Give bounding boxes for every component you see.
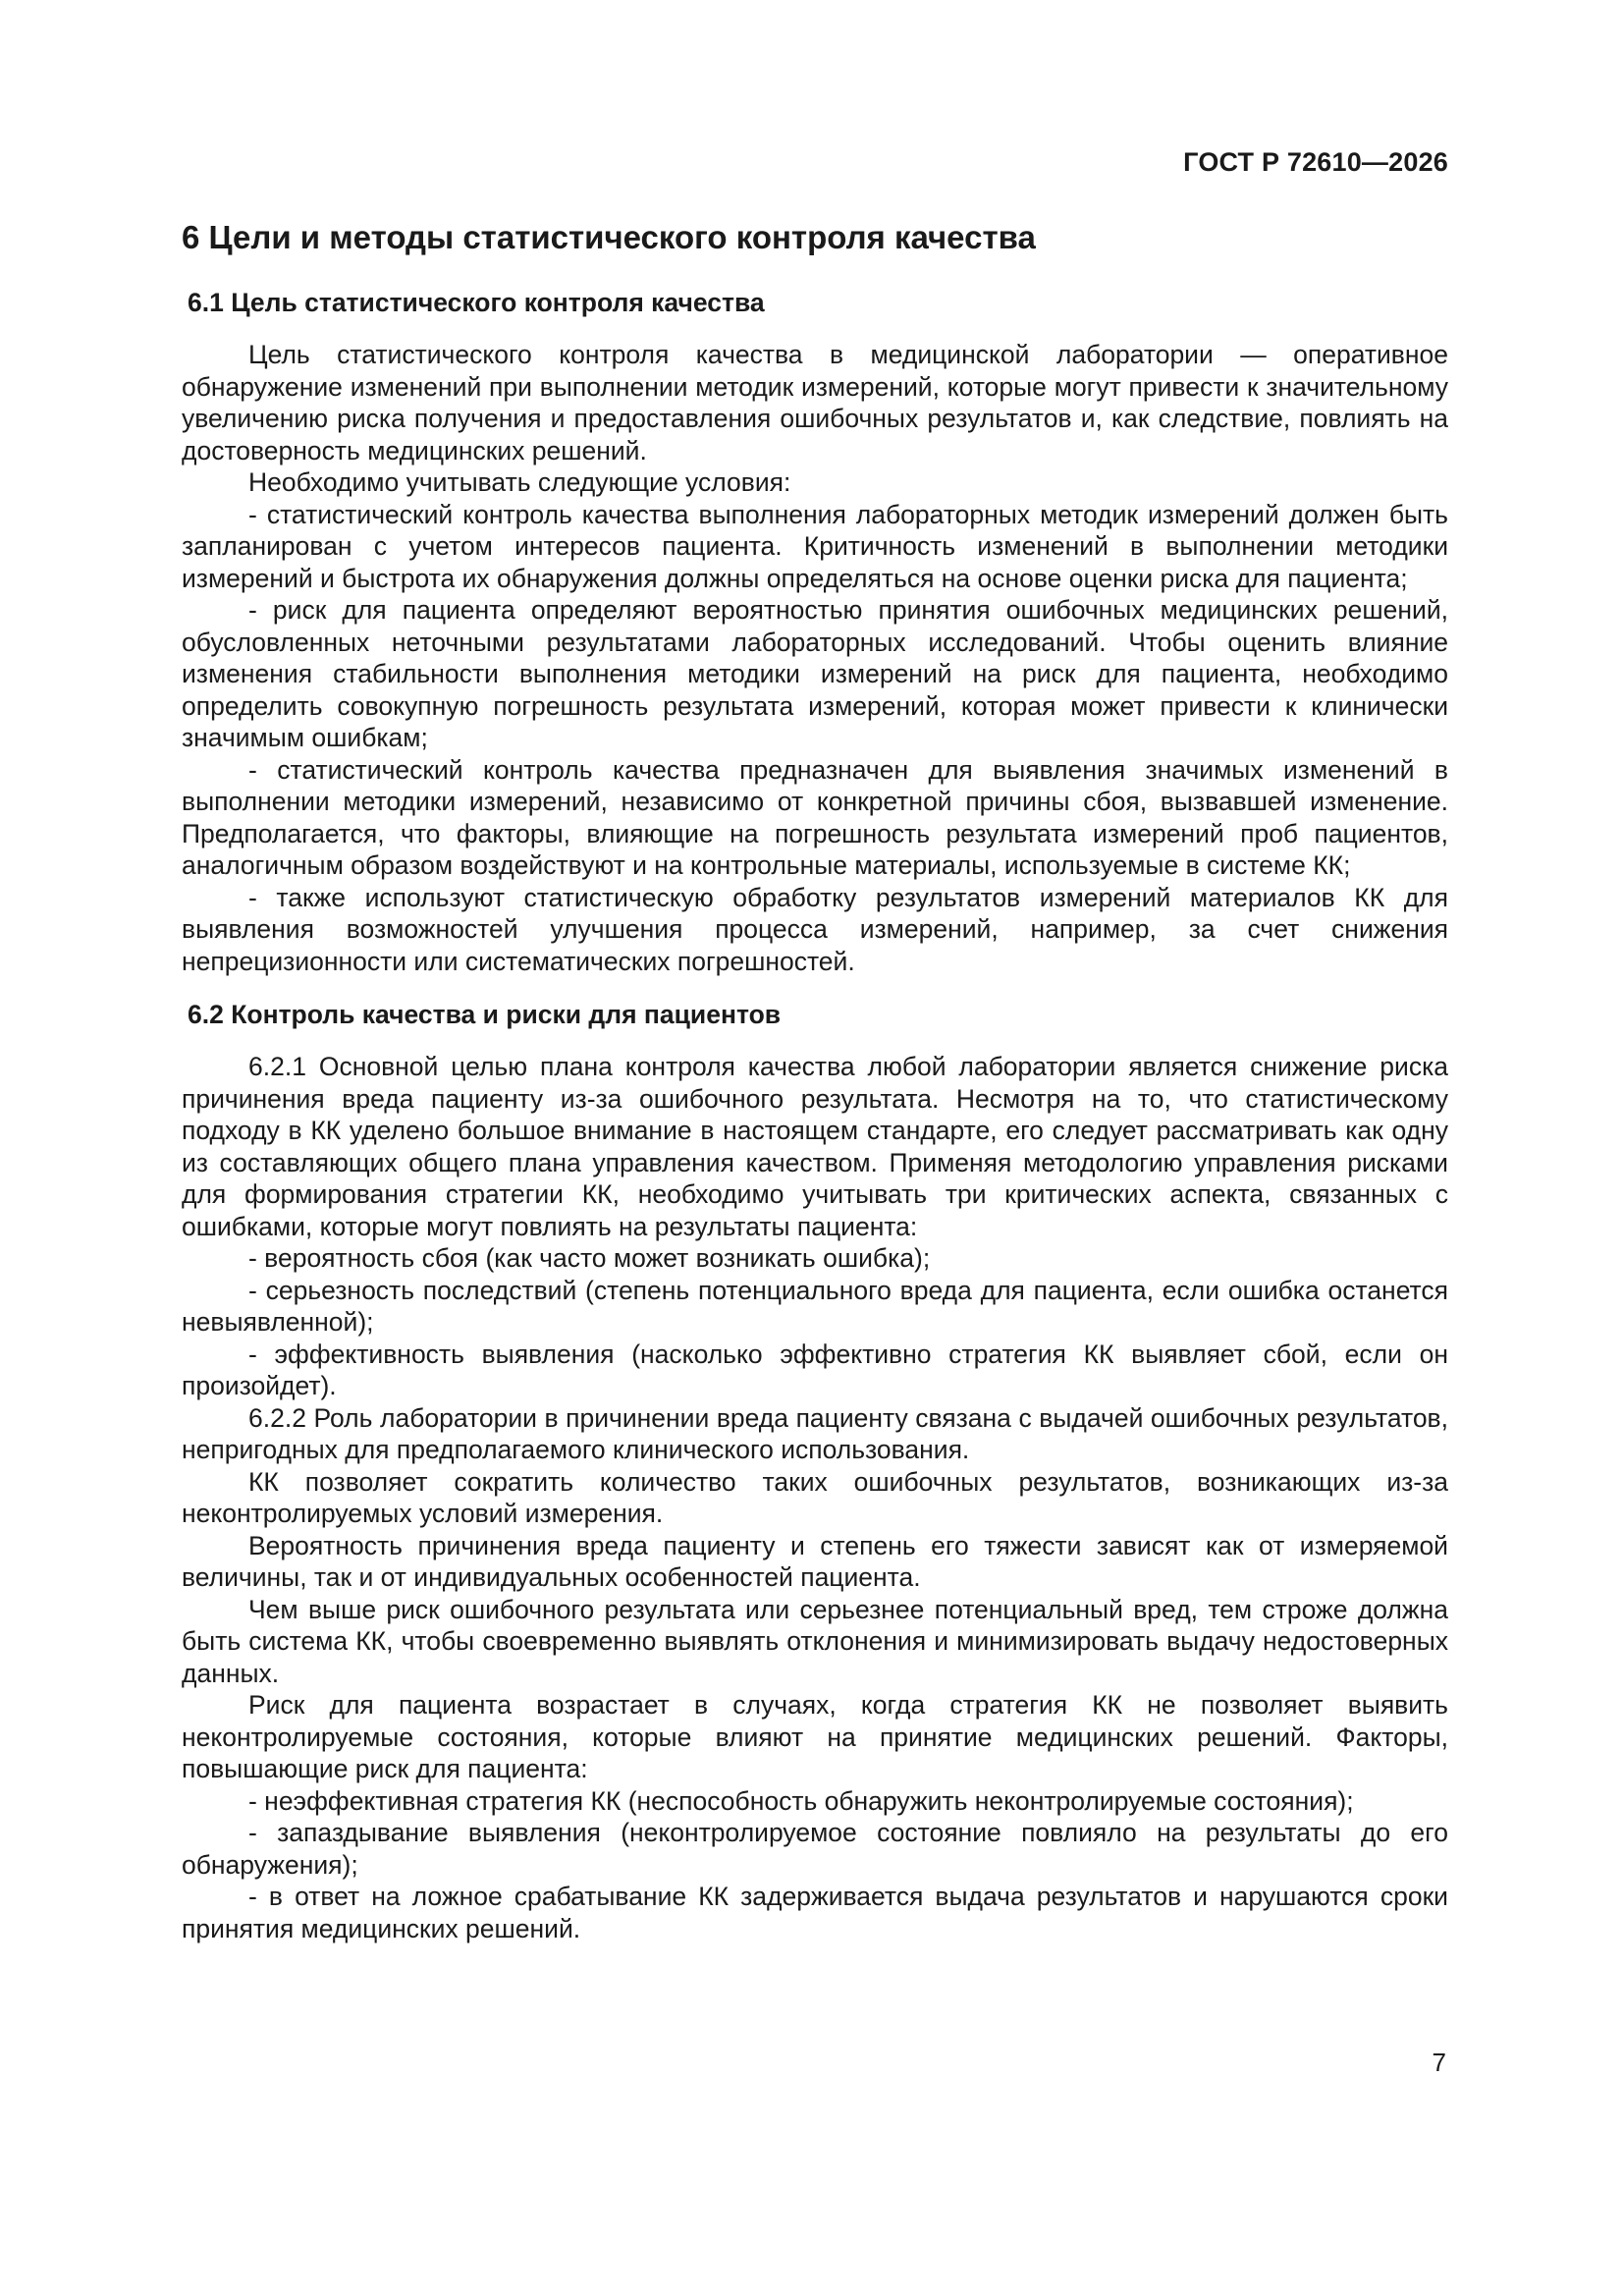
paragraph: Необходимо учитывать следующие условия: bbox=[248, 467, 791, 497]
list-item: - серьезность последствий (степень потенциального вреда для пациента, если ошибка останется невыявленной); bbox=[182, 1275, 1448, 1337]
list-item: - эффективность выявления (насколько эффективно стратегия КК выявляет сбой, если он произойдет). bbox=[182, 1339, 1448, 1400]
list-item: - запаздывание выявления (неконтролируемое состояние повлияло на результаты до его обнаружения); bbox=[182, 1818, 1448, 1880]
list-item: - статистический контроль качества выполнения лабораторных методик измерений должен быть запланирован с учетом интересов пациента. Критичность изменений в выполнении методики измерений и быстрота их обнаружения должны определяться на основе оценки риска для пациента; bbox=[182, 499, 1448, 593]
list-item: - статистический контроль качества предназначен для выявления значимых изменений в выполнении методики измерений, независимо от конкретной причины сбоя, вызвавшей изменение. Предполагается, что факторы, влияющие на погрешность результата измерений проб пациентов, аналогичным образом воздействуют и на контрольные материалы, используемые в системе КК; bbox=[182, 754, 1448, 880]
paragraph: 6.2.1 Основной целью плана контроля качества любой лаборатории является снижение риска причинения вреда пациенту из-за ошибочного результата. Несмотря на то, что статистическому подходу в КК уделено большое внимание в настоящем стандарте, его следует рассматривать как одну из составляющих общего плана управления качеством. Применяя методологию управления рисками для формирования стратегии КК, необходимо учитывать три критических аспекта, связанных с ошибками, которые могут повлиять на результаты пациента: bbox=[182, 1052, 1448, 1241]
section-6-2-body bbox=[182, 1051, 1448, 1944]
document-body bbox=[182, 218, 1448, 1944]
list-item: - неэффективная стратегия КК (неспособность обнаружить неконтролируемые состояния); bbox=[248, 1785, 1354, 1816]
list-item: - в ответ на ложное срабатывание КК задерживается выдача результатов и нарушаются сроки принятия медицинских решений. bbox=[182, 1882, 1448, 1943]
list-item: - также используют статистическую обработку результатов измерений материалов КК для выявления возможностей улучшения процесса измерений, например, за счет снижения непрецизионности или систематических погрешностей. bbox=[182, 882, 1448, 976]
paragraph: Цель статистического контроля качества в медицинской лаборатории — оперативное обнаружение изменений при выполнении методик измерений, которые могут привести к значительному увеличению риска получения и предоставления ошибочных результатов и, как следствие, повлиять на достоверность медицинских решений. bbox=[182, 340, 1448, 465]
paragraph: Вероятность причинения вреда пациенту и степень его тяжести зависят как от измеряемой величины, так и от индивидуальных особенностей пациента. bbox=[182, 1530, 1448, 1592]
list-item: - вероятность сбоя (как часто может возникать ошибка); bbox=[248, 1243, 931, 1273]
paragraph: КК позволяет сократить количество таких ошибочных результатов, возникающих из-за неконтролируемых условий измерения. bbox=[182, 1466, 1448, 1528]
paragraph: Риск для пациента возрастает в случаях, когда стратегия КК не позволяет выявить неконтролируемые состояния, которые влияют на принятие медицинских решений. Факторы, повышающие риск для пациента: bbox=[182, 1690, 1448, 1783]
section-6-1-body bbox=[182, 339, 1448, 977]
document-designation: ГОСТ Р 72610—2026 bbox=[1183, 147, 1448, 177]
paragraph: 6.2.2 Роль лаборатории в причинении вреда пациенту связана с выдачей ошибочных результатов, непригодных для предполагаемого клинического использования. bbox=[182, 1402, 1448, 1464]
section-6-title: 6 Цели и методы статистического контроля качества bbox=[182, 219, 1036, 255]
section-6-2-title: 6.2 Контроль качества и риски для пациентов bbox=[188, 1000, 782, 1029]
page-number: 7 bbox=[1432, 2048, 1446, 2077]
section-6-1-title: 6.1 Цель статистического контроля качества bbox=[188, 288, 765, 317]
paragraph: Чем выше риск ошибочного результата или серьезнее потенциальный вред, тем строже должна быть система КК, чтобы своевременно выявлять отклонения и минимизировать выдачу недостоверных данных. bbox=[182, 1594, 1448, 1688]
list-item: - риск для пациента определяют вероятностью принятия ошибочных медицинских решений, обусловленных неточными результатами лабораторных исследований. Чтобы оценить влияние изменения стабильности выполнения методики измерений на риск для пациента, необходимо определить совокупную погрешность результата измерений, которая может привести к клинически значимым ошибкам; bbox=[182, 595, 1448, 752]
